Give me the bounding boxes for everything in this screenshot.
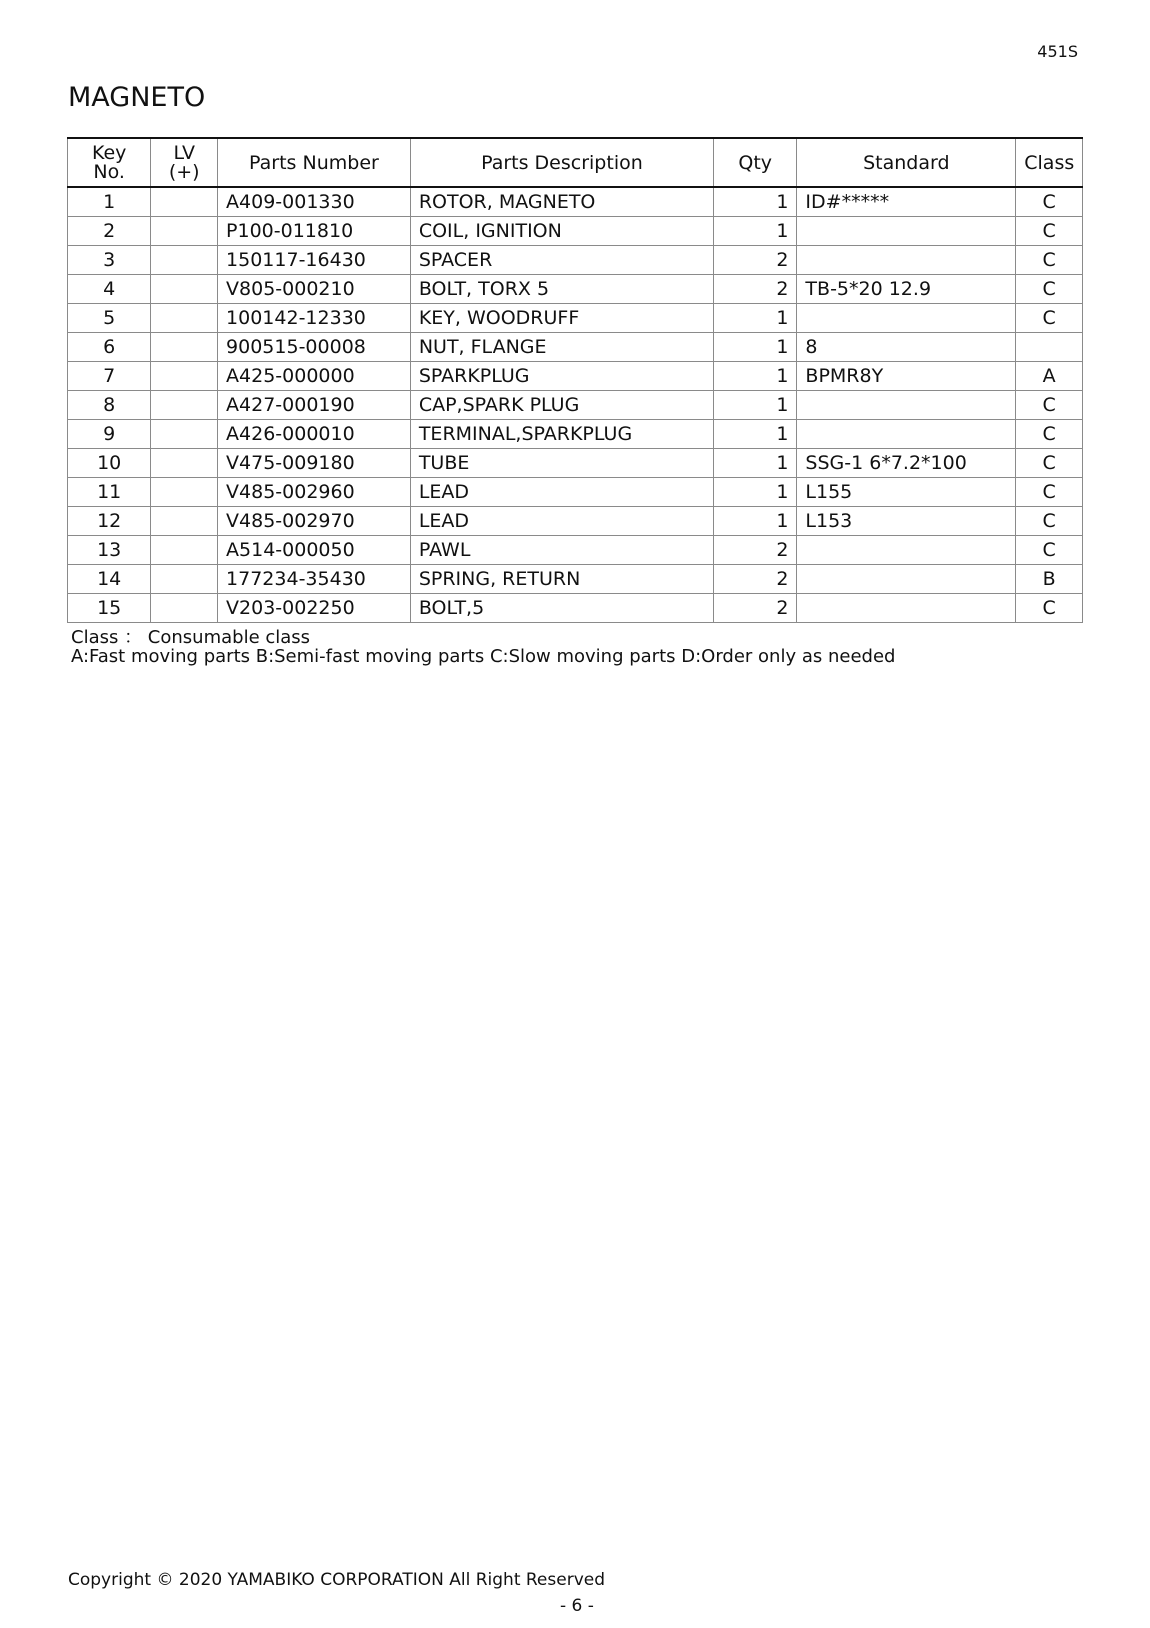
cell-standard <box>797 594 1016 623</box>
cell-lv <box>151 362 218 391</box>
cell-parts-number: 150117-16430 <box>218 246 411 275</box>
section-title: MAGNETO <box>68 82 206 113</box>
cell-parts-description: LEAD <box>410 507 713 536</box>
cell-class: C <box>1016 536 1083 565</box>
cell-class: C <box>1016 275 1083 304</box>
table-row <box>68 333 1083 362</box>
cell-lv <box>151 391 218 420</box>
cell-standard <box>797 246 1016 275</box>
cell-parts-description: ROTOR, MAGNETO <box>410 187 713 217</box>
cell-parts-number: A409-001330 <box>218 187 411 217</box>
cell-qty: 1 <box>714 217 797 246</box>
cell-parts-number: V475-009180 <box>218 449 411 478</box>
cell-parts-description: SPACER <box>410 246 713 275</box>
cell-key-no: 5 <box>68 304 151 333</box>
cell-standard: TB-5*20 12.9 <box>797 275 1016 304</box>
cell-key-no: 6 <box>68 333 151 362</box>
table-row <box>68 217 1083 246</box>
cell-key-no: 4 <box>68 275 151 304</box>
table-row <box>68 362 1083 391</box>
cell-key-no: 10 <box>68 449 151 478</box>
cell-key-no: 1 <box>68 187 151 217</box>
cell-parts-description: LEAD <box>410 478 713 507</box>
cell-class: A <box>1016 362 1083 391</box>
cell-class: C <box>1016 478 1083 507</box>
header-parts-description: Parts Description <box>410 138 713 187</box>
cell-qty: 1 <box>714 187 797 217</box>
cell-standard <box>797 420 1016 449</box>
cell-class: C <box>1016 217 1083 246</box>
cell-parts-number: V485-002960 <box>218 478 411 507</box>
class-note: Class ： Consumable class <box>71 627 311 648</box>
cell-parts-number: P100-011810 <box>218 217 411 246</box>
cell-key-no: 12 <box>68 507 151 536</box>
cell-lv <box>151 565 218 594</box>
cell-lv <box>151 420 218 449</box>
cell-parts-description: CAP,SPARK PLUG <box>410 391 713 420</box>
parts-table-body <box>68 187 1083 623</box>
cell-class: C <box>1016 449 1083 478</box>
cell-key-no: 14 <box>68 565 151 594</box>
cell-parts-description: NUT, FLANGE <box>410 333 713 362</box>
cell-lv <box>151 304 218 333</box>
table-row <box>68 565 1083 594</box>
cell-class: C <box>1016 420 1083 449</box>
cell-class: B <box>1016 565 1083 594</box>
class-legend: A:Fast moving parts B:Semi-fast moving parts C:Slow moving parts D:Order only as needed <box>71 646 896 667</box>
cell-lv <box>151 478 218 507</box>
cell-lv <box>151 246 218 275</box>
cell-parts-description: BOLT,5 <box>410 594 713 623</box>
cell-qty: 2 <box>714 536 797 565</box>
table-row <box>68 594 1083 623</box>
table-row <box>68 391 1083 420</box>
header-key-line1: Key <box>91 141 127 164</box>
cell-qty: 2 <box>714 594 797 623</box>
cell-qty: 1 <box>714 391 797 420</box>
cell-key-no: 7 <box>68 362 151 391</box>
table-row <box>68 478 1083 507</box>
cell-parts-description: TUBE <box>410 449 713 478</box>
cell-standard: SSG-1 6*7.2*100 <box>797 449 1016 478</box>
cell-standard: ID#***** <box>797 187 1016 217</box>
cell-class: C <box>1016 187 1083 217</box>
cell-parts-number: V203-002250 <box>218 594 411 623</box>
table-row <box>68 275 1083 304</box>
table-header-row <box>68 138 1083 187</box>
cell-qty: 2 <box>714 246 797 275</box>
cell-qty: 2 <box>714 275 797 304</box>
cell-class: C <box>1016 304 1083 333</box>
cell-key-no: 2 <box>68 217 151 246</box>
cell-qty: 1 <box>714 507 797 536</box>
header-lv <box>151 138 218 187</box>
table-row <box>68 449 1083 478</box>
cell-class: C <box>1016 391 1083 420</box>
cell-parts-description: COIL, IGNITION <box>410 217 713 246</box>
cell-lv <box>151 187 218 217</box>
cell-lv <box>151 449 218 478</box>
header-qty: Qty <box>714 138 797 187</box>
cell-parts-number: A427-000190 <box>218 391 411 420</box>
page-number: - 6 - <box>560 1596 594 1616</box>
header-parts-number: Parts Number <box>218 138 411 187</box>
cell-key-no: 8 <box>68 391 151 420</box>
cell-standard <box>797 536 1016 565</box>
header-key-no <box>68 138 151 187</box>
cell-qty: 1 <box>714 362 797 391</box>
model-code: 451S <box>1037 42 1078 61</box>
cell-parts-number: A425-000000 <box>218 362 411 391</box>
header-standard: Standard <box>797 138 1016 187</box>
cell-standard <box>797 565 1016 594</box>
cell-parts-number: V485-002970 <box>218 507 411 536</box>
cell-class: C <box>1016 507 1083 536</box>
cell-class: C <box>1016 246 1083 275</box>
cell-lv <box>151 536 218 565</box>
table-row <box>68 536 1083 565</box>
cell-standard: L153 <box>797 507 1016 536</box>
cell-parts-number: V805-000210 <box>218 275 411 304</box>
table-row <box>68 304 1083 333</box>
cell-parts-number: 177234-35430 <box>218 565 411 594</box>
cell-key-no: 15 <box>68 594 151 623</box>
cell-qty: 1 <box>714 478 797 507</box>
cell-key-no: 13 <box>68 536 151 565</box>
cell-parts-description: TERMINAL,SPARKPLUG <box>410 420 713 449</box>
cell-standard: L155 <box>797 478 1016 507</box>
cell-parts-number: A426-000010 <box>218 420 411 449</box>
table-row <box>68 420 1083 449</box>
header-lv-line1: LV <box>173 141 195 164</box>
header-key-line2: No. <box>93 160 125 183</box>
parts-table <box>67 137 1083 623</box>
cell-class <box>1016 333 1083 362</box>
cell-parts-description: KEY, WOODRUFF <box>410 304 713 333</box>
cell-parts-number: 100142-12330 <box>218 304 411 333</box>
cell-parts-number: 900515-00008 <box>218 333 411 362</box>
cell-standard <box>797 391 1016 420</box>
cell-qty: 1 <box>714 420 797 449</box>
cell-lv <box>151 507 218 536</box>
copyright: Copyright © 2020 YAMABIKO CORPORATION All Right Reserved <box>68 1570 606 1590</box>
cell-lv <box>151 217 218 246</box>
cell-key-no: 3 <box>68 246 151 275</box>
cell-parts-number: A514-000050 <box>218 536 411 565</box>
cell-lv <box>151 333 218 362</box>
cell-standard <box>797 304 1016 333</box>
cell-qty: 1 <box>714 304 797 333</box>
cell-key-no: 9 <box>68 420 151 449</box>
cell-lv <box>151 594 218 623</box>
cell-standard: 8 <box>797 333 1016 362</box>
header-lv-line2: (+) <box>168 160 200 183</box>
cell-lv <box>151 275 218 304</box>
header-class: Class <box>1016 138 1083 187</box>
table-row <box>68 187 1083 217</box>
cell-qty: 1 <box>714 449 797 478</box>
cell-parts-description: PAWL <box>410 536 713 565</box>
cell-key-no: 11 <box>68 478 151 507</box>
table-row <box>68 246 1083 275</box>
cell-parts-description: SPARKPLUG <box>410 362 713 391</box>
cell-standard: BPMR8Y <box>797 362 1016 391</box>
cell-standard <box>797 217 1016 246</box>
cell-parts-description: SPRING, RETURN <box>410 565 713 594</box>
cell-class: C <box>1016 594 1083 623</box>
table-row <box>68 507 1083 536</box>
cell-parts-description: BOLT, TORX 5 <box>410 275 713 304</box>
cell-qty: 1 <box>714 333 797 362</box>
cell-qty: 2 <box>714 565 797 594</box>
